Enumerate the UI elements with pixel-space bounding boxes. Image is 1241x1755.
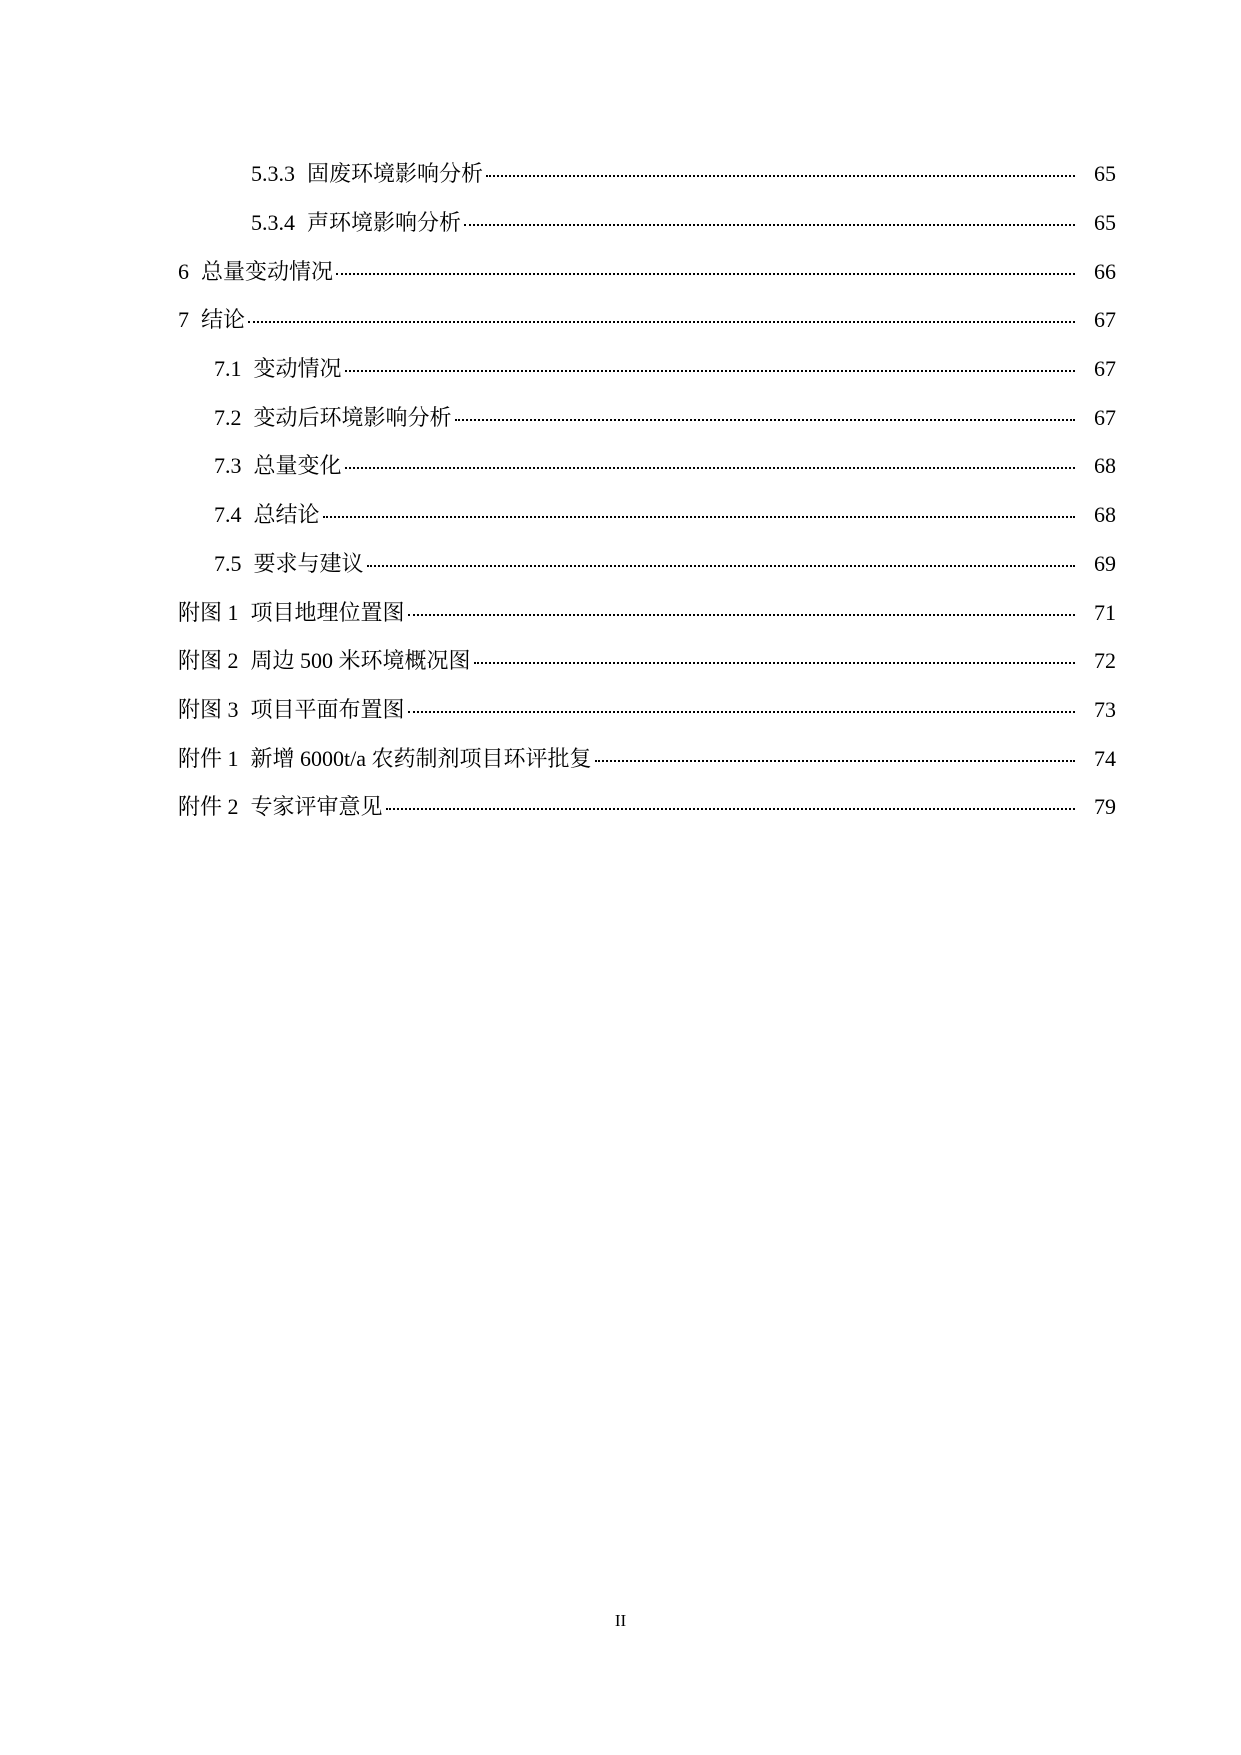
toc-entry-number: 7.1: [214, 356, 242, 382]
toc-entry[interactable]: [0, 296, 1116, 345]
toc-entry-number: 7.3: [214, 453, 242, 479]
toc-entry[interactable]: [0, 540, 1116, 589]
toc-entry-number: 5.3.4: [251, 210, 295, 236]
toc-dot-leader: [474, 662, 1075, 664]
toc-entry-number: 附图 1: [178, 599, 239, 625]
toc-dot-leader: [345, 370, 1075, 372]
toc-entry-page: 72: [1094, 648, 1116, 674]
toc-entry-page: 67: [1094, 404, 1116, 430]
toc-entry-number: 附件 2: [178, 794, 239, 820]
toc-dot-leader: [595, 760, 1075, 762]
toc-entry[interactable]: [0, 734, 1116, 783]
toc-dot-leader: [464, 224, 1075, 226]
toc-entry-title: 周边 500 米环境概况图: [250, 648, 471, 674]
toc-entry-page: 71: [1094, 599, 1116, 625]
toc-entry-page: 73: [1094, 696, 1116, 722]
toc-entry-page: 79: [1094, 794, 1116, 820]
toc-dot-leader: [408, 711, 1075, 713]
toc-entry[interactable]: [0, 442, 1116, 491]
table-of-contents: [0, 150, 1241, 832]
toc-entry-number: 5.3.3: [251, 161, 295, 187]
toc-entry-page: 69: [1094, 550, 1116, 576]
toc-entry[interactable]: [0, 393, 1116, 442]
toc-entry-title: 变动后环境影响分析: [253, 404, 452, 430]
toc-rows: [0, 150, 1116, 832]
toc-entry-number: 附图 2: [178, 648, 239, 674]
toc-dot-leader: [408, 614, 1075, 616]
toc-entry-number: 7.2: [214, 404, 242, 430]
toc-entry-number: 7.4: [214, 502, 242, 528]
toc-entry-title: 结论: [201, 307, 246, 333]
toc-entry[interactable]: [0, 686, 1116, 735]
toc-dot-leader: [323, 516, 1075, 518]
toc-entry-number: 附件 1: [178, 745, 239, 771]
toc-entry-number: 7: [178, 307, 189, 333]
toc-entry-title: 变动情况: [253, 356, 342, 382]
toc-entry-title: 总量变化: [253, 453, 342, 479]
toc-dot-leader: [455, 419, 1075, 421]
toc-entry[interactable]: [0, 199, 1116, 248]
toc-entry[interactable]: [0, 345, 1116, 394]
toc-entry-title: 要求与建议: [253, 550, 364, 576]
toc-entry-page: 68: [1094, 502, 1116, 528]
toc-entry-page: 74: [1094, 745, 1116, 771]
toc-entry-page: 65: [1094, 161, 1116, 187]
toc-entry-page: 67: [1094, 356, 1116, 382]
toc-dot-leader: [345, 467, 1075, 469]
toc-dot-leader: [486, 175, 1075, 177]
page-number: II: [614, 1611, 627, 1630]
toc-entry-number: 附图 3: [178, 696, 239, 722]
toc-entry-title: 项目地理位置图: [250, 599, 405, 625]
toc-entry-title: 新增 6000t/a 农药制剂项目环评批复: [250, 745, 592, 771]
toc-entry[interactable]: [0, 491, 1116, 540]
toc-dot-leader: [367, 565, 1075, 567]
toc-dot-leader: [336, 273, 1075, 275]
toc-entry-title: 固废环境影响分析: [307, 161, 484, 187]
toc-entry-title: 声环境影响分析: [307, 210, 462, 236]
toc-entry-page: 67: [1094, 307, 1116, 333]
toc-dot-leader: [248, 321, 1075, 323]
toc-dot-leader: [386, 808, 1075, 810]
toc-entry-title: 总结论: [253, 502, 320, 528]
toc-entry[interactable]: [0, 637, 1116, 686]
toc-entry[interactable]: [0, 783, 1116, 832]
toc-entry[interactable]: [0, 150, 1116, 199]
toc-entry-page: 66: [1094, 258, 1116, 284]
toc-entry-title: 项目平面布置图: [250, 696, 405, 722]
toc-entry-number: 7.5: [214, 550, 242, 576]
toc-entry[interactable]: [0, 588, 1116, 637]
toc-entry-title: 专家评审意见: [250, 794, 383, 820]
toc-entry[interactable]: [0, 247, 1116, 296]
toc-entry-title: 总量变动情况: [201, 258, 334, 284]
toc-entry-page: 68: [1094, 453, 1116, 479]
toc-entry-number: 6: [178, 258, 189, 284]
toc-entry-page: 65: [1094, 210, 1116, 236]
